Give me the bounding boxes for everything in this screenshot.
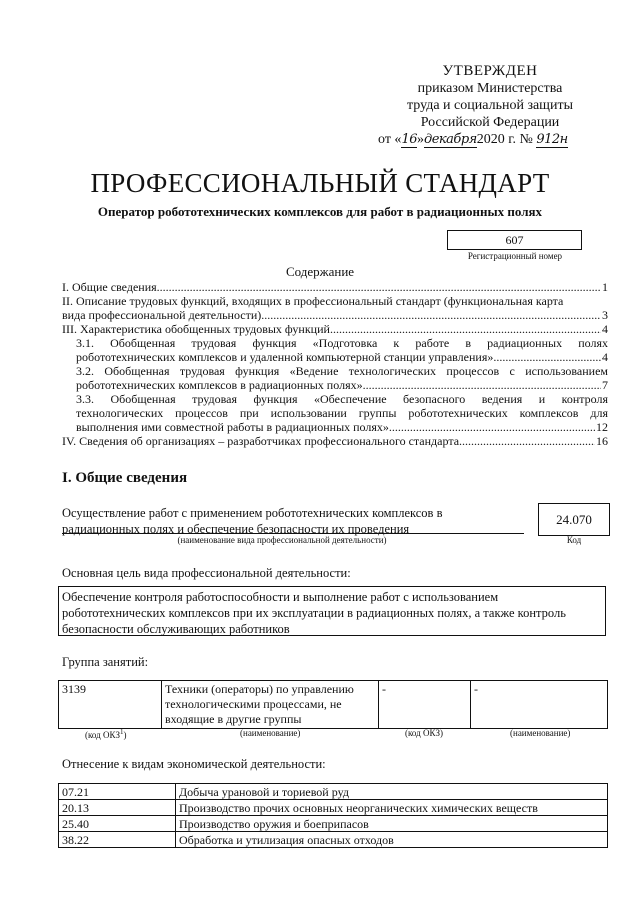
approval-line-1: приказом Министерства xyxy=(417,81,563,96)
date-mid: » xyxy=(416,132,424,147)
table-row xyxy=(59,816,608,832)
goal-box: Обеспечение контроля работоспособности и выполнение работ с использованием робототехнических комплексов при их эксплуатации в радиационных полях, а также контроль безопасности обслуживающих работников xyxy=(58,586,606,636)
occupation-caption-code: (код ОКЗ) xyxy=(405,728,443,738)
toc-entry-text: I. Общие сведения xyxy=(62,280,157,294)
activity-name-line: Осуществление работ с применением робототехнических комплексов в xyxy=(62,506,443,520)
toc-entry-3[interactable] xyxy=(62,322,608,336)
occupation-caption-code: (код ОКЗ$^1$) xyxy=(85,728,127,740)
toc-entry-page: 4 xyxy=(602,350,608,364)
activity-caption: (наименование вида профессиональной деятельности) xyxy=(177,535,387,545)
toc-entry-page: 4 xyxy=(602,322,608,336)
occupation-table xyxy=(58,680,608,729)
occupation-name-cell: - xyxy=(471,681,608,729)
toc-entry-3-3[interactable] xyxy=(62,392,608,434)
toc-entry-page: 7 xyxy=(602,378,608,392)
okved-code-cell: 20.13 xyxy=(59,800,176,816)
economic-activities-label: Отнесение к видам экономической деятельности: xyxy=(62,757,326,771)
activity-code-box: 24.070 xyxy=(538,503,610,536)
approval-line-3: Российской Федерации xyxy=(420,115,560,130)
toc-entry-text: технологических процессов при использовании группы робототехнических комплексов для xyxy=(76,406,608,420)
table-row xyxy=(59,800,608,816)
occupation-name-cell: Техники (операторы) по управлению технологическими процессами, не входящие в другие группы xyxy=(162,681,379,729)
document-subtitle: Оператор робототехнических комплексов для работ в радиационных полях xyxy=(97,204,543,219)
document-title: ПРОФЕССИОНАЛЬНЫЙ СТАНДАРТ xyxy=(90,168,550,198)
toc-entry-text: робототехнических комплексов в радиационных полях» xyxy=(76,378,363,392)
okved-code-cell: 25.40 xyxy=(59,816,176,832)
occupation-code-cell: - xyxy=(379,681,471,729)
toc-entry-page: 16 xyxy=(596,434,608,448)
toc-entry-text: вида профессиональной деятельности) xyxy=(62,308,262,322)
table-row xyxy=(59,784,608,800)
occupation-code-cell: 3139 xyxy=(59,681,162,729)
date-prefix: от « xyxy=(378,132,402,147)
okved-name-cell: Производство оружия и боеприпасов xyxy=(176,816,608,832)
toc-entry-text: III. Характеристика обобщенных трудовых функций xyxy=(62,322,330,336)
toc-entry-1[interactable] xyxy=(62,280,608,294)
handwritten-month: декабря xyxy=(423,132,477,147)
table-row xyxy=(59,681,608,729)
activity-code-caption: Код xyxy=(566,535,582,545)
okved-code-cell: 07.21 xyxy=(59,784,176,800)
table-of-contents xyxy=(62,280,608,448)
toc-entry-text: 3.2. Обобщенная трудовая функция «Ведение технологических процессов с использованием xyxy=(76,364,608,378)
occupation-caption-name: (наименование) xyxy=(240,728,301,738)
okved-name-cell: Производство прочих основных неорганических химических веществ xyxy=(176,800,608,816)
activity-name-line: радиационных полях и обеспечение безопасности их проведения xyxy=(62,522,410,536)
registration-number-box: 607 xyxy=(447,230,582,250)
approval-title: УТВЕРЖДЕН xyxy=(442,63,538,79)
approval-block xyxy=(372,63,608,148)
okved-name-cell: Обработка и утилизация опасных отходов xyxy=(176,832,608,848)
table-row xyxy=(59,832,608,848)
occupation-caption-name: (наименование) xyxy=(510,728,571,738)
date-year: 2020 г. № xyxy=(476,132,533,147)
goal-label: Основная цель вида профессиональной деятельности: xyxy=(62,566,351,580)
toc-entry-text: II. Описание трудовых функций, входящих в профессиональный стандарт (функциональная карта xyxy=(62,294,564,308)
toc-entry-4[interactable] xyxy=(62,434,608,448)
okved-code-cell: 38.22 xyxy=(59,832,176,848)
okved-name-cell: Добыча урановой и ториевой руд xyxy=(176,784,608,800)
toc-entry-page: 3 xyxy=(602,308,608,322)
occupation-group-label: Группа занятий: xyxy=(62,655,149,669)
registration-number-label: Регистрационный номер xyxy=(467,251,563,261)
section-heading: I. Общие сведения xyxy=(62,470,188,486)
toc-entry-text: выполнения ими совместной работы в радиационных полях» xyxy=(76,420,389,434)
economic-activities-table xyxy=(58,783,608,848)
toc-entry-3-2[interactable] xyxy=(62,364,608,392)
approval-line-2: труда и социальной защиты xyxy=(407,98,573,113)
handwritten-order-number: 912н xyxy=(536,132,568,147)
toc-entry-2[interactable] xyxy=(62,294,608,322)
toc-entry-text: IV. Сведения об организациях – разработчиках профессионального стандарта xyxy=(62,434,460,448)
toc-entry-3-1[interactable] xyxy=(62,336,608,364)
approval-date-line xyxy=(372,131,608,148)
toc-entry-text: 3.1. Обобщенная трудовая функция «Подготовка к работе в радиационных полях xyxy=(76,336,608,350)
toc-entry-page: 12 xyxy=(596,420,608,434)
toc-entry-text: 3.3. Обобщенная трудовая функция «Обеспечение безопасного ведения и контроля xyxy=(76,392,608,406)
handwritten-day: 16 xyxy=(401,132,417,147)
activity-underline xyxy=(62,533,524,534)
toc-title: Содержание xyxy=(285,264,355,279)
toc-entry-text: робототехнических комплексов и удаленной компьютерной станции управления» xyxy=(76,350,494,364)
toc-entry-page: 1 xyxy=(602,280,608,294)
